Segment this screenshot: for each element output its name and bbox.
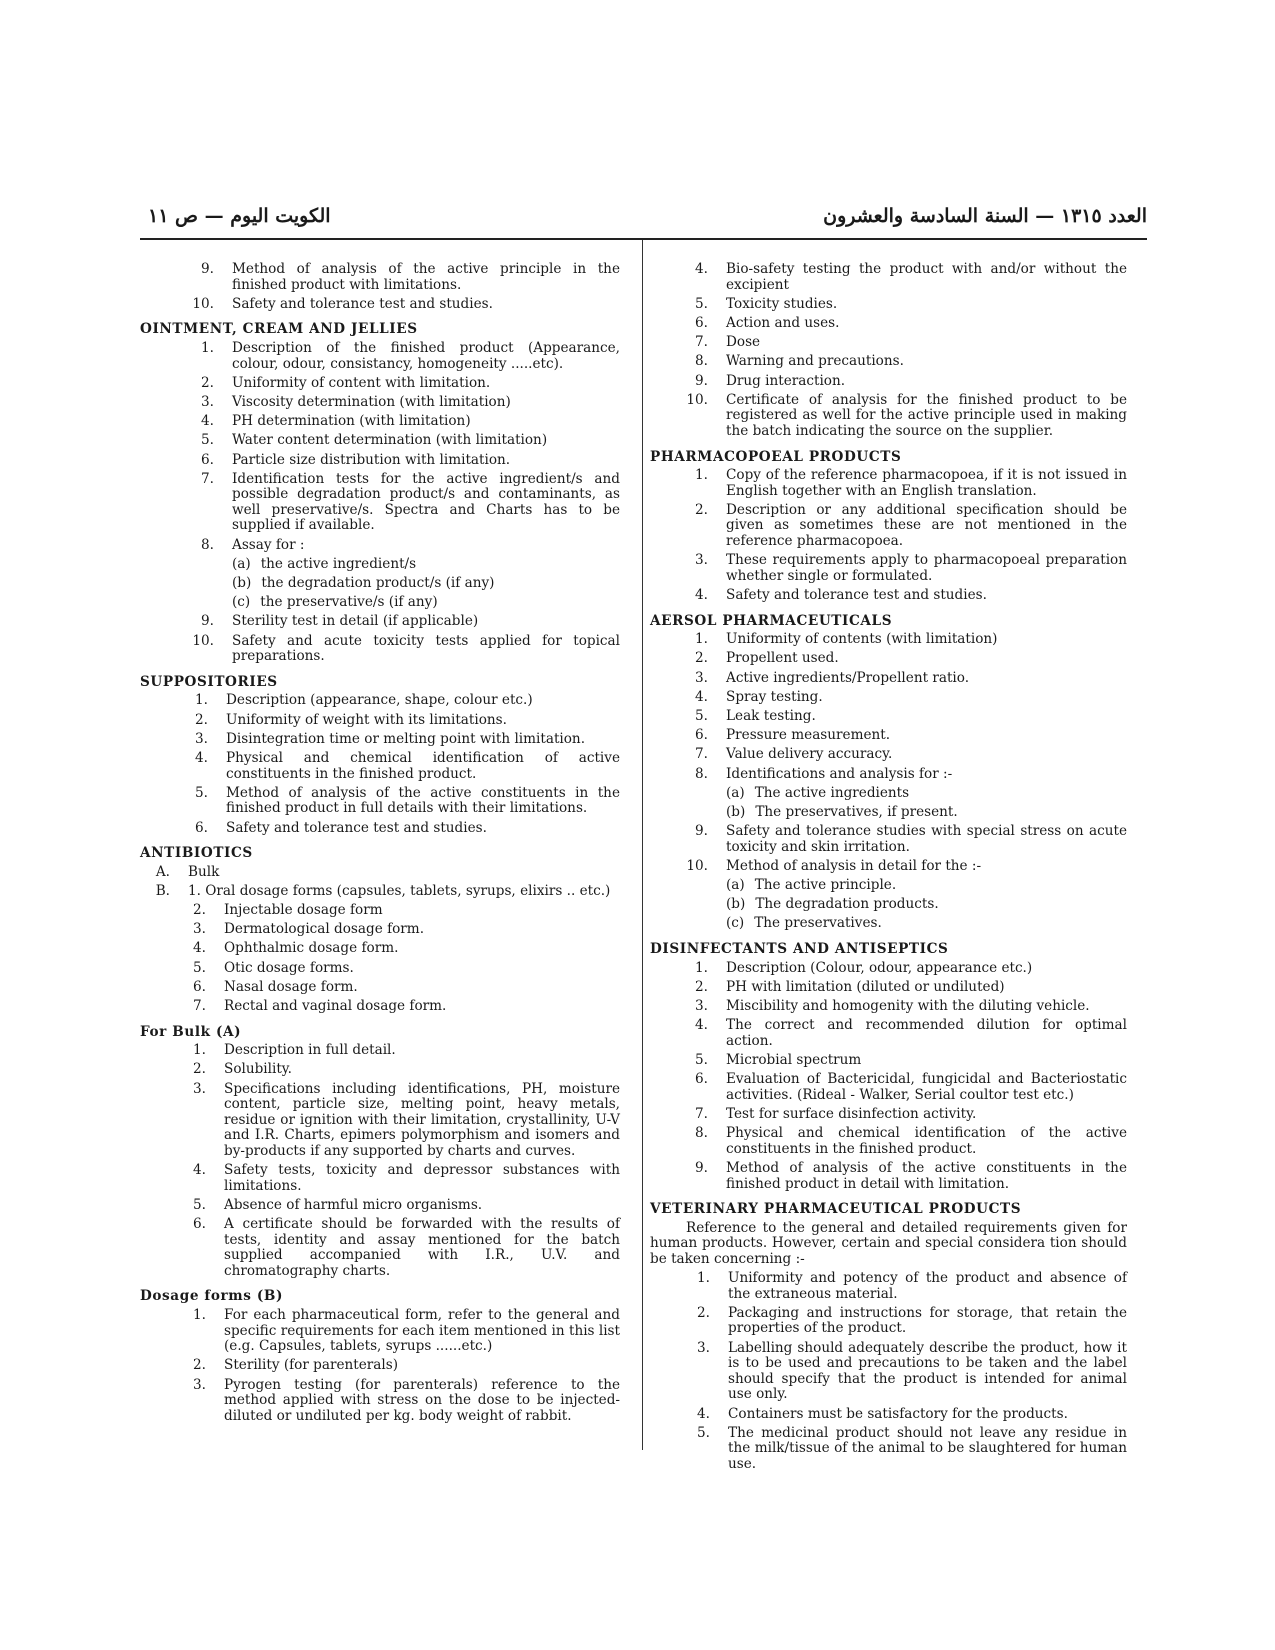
sub-item bbox=[650, 878, 1127, 894]
sub-item bbox=[140, 557, 620, 573]
item-text: Uniformity and potency of the product and absence of the extraneous material. bbox=[728, 1270, 1127, 1302]
item-text: Sterility test in detail (if applicable) bbox=[232, 613, 479, 630]
sub-item-text: the active ingredient/s bbox=[260, 555, 417, 572]
list-item bbox=[650, 1306, 1127, 1337]
list-item bbox=[650, 1126, 1127, 1157]
item-number: 8. bbox=[695, 353, 708, 370]
item-text: Spray testing. bbox=[726, 688, 823, 705]
list-item bbox=[140, 538, 620, 554]
sub-item-letter: (a) bbox=[726, 784, 745, 801]
item-text: A certificate should be forwarded with the results of tests, identity and assay mentioned for the batch supplied accompanied with I.R., U.V. and chromatography charts. bbox=[224, 1216, 620, 1279]
item-text: Action and uses. bbox=[726, 314, 840, 331]
sub-item-letter: (a) bbox=[232, 555, 251, 572]
section bbox=[140, 262, 620, 312]
list-item bbox=[140, 433, 620, 449]
list-item bbox=[140, 297, 620, 313]
list-item bbox=[140, 1043, 620, 1059]
item-text: PH determination (with limitation) bbox=[232, 413, 471, 430]
section bbox=[650, 942, 1127, 1192]
section-title: For Bulk (A) bbox=[140, 1023, 242, 1040]
item-text: Injectable dosage form bbox=[224, 902, 383, 919]
column-divider bbox=[642, 240, 643, 1450]
list-item bbox=[140, 713, 620, 729]
list-item bbox=[140, 1163, 620, 1194]
list-item bbox=[140, 472, 620, 534]
list-item bbox=[140, 999, 620, 1015]
item-number: 9. bbox=[201, 261, 214, 277]
item-text: Safety and tolerance test and studies. bbox=[226, 819, 487, 836]
section bbox=[650, 1202, 1127, 1472]
sub-item-letter: (c) bbox=[232, 594, 251, 611]
list-item bbox=[650, 553, 1127, 584]
item-text: Warning and precautions. bbox=[726, 353, 904, 370]
sub-item-text: the degradation product/s (if any) bbox=[261, 575, 495, 592]
item-number: 3. bbox=[193, 921, 206, 938]
item-text: Identification tests for the active ingredient/s and possible degradation product/s and contaminants, as well preservative/s. Spectra and Charts has to be supplied if available. bbox=[232, 470, 620, 534]
item-text: Uniformity of weight with its limitations. bbox=[226, 711, 507, 728]
sub-item-text: The preservatives, if present. bbox=[755, 803, 958, 820]
section bbox=[140, 322, 620, 664]
section-title: AERSOL PHARMACEUTICALS bbox=[650, 612, 893, 629]
list-item bbox=[140, 614, 620, 630]
item-number: 8. bbox=[695, 765, 708, 782]
item-number: 4. bbox=[193, 940, 206, 957]
list-item bbox=[650, 297, 1127, 313]
sub-item bbox=[650, 916, 1127, 932]
item-text: These requirements apply to pharmacopoeal preparation whether single or formulated. bbox=[726, 552, 1127, 584]
item-text: Nasal dosage form. bbox=[224, 978, 358, 995]
section bbox=[140, 1289, 620, 1424]
section bbox=[650, 450, 1127, 604]
item-number: 7. bbox=[695, 746, 708, 763]
item-text: Value delivery accuracy. bbox=[726, 746, 893, 763]
sub-item bbox=[650, 805, 1127, 821]
list-item bbox=[650, 999, 1127, 1015]
item-text: Otic dosage forms. bbox=[224, 959, 354, 976]
item-text: 1. Oral dosage forms (capsules, tablets, syrups, elixirs .. etc.) bbox=[188, 882, 611, 899]
header-page-label: الكويت اليوم — ص ١١ bbox=[148, 205, 331, 227]
list-item bbox=[650, 632, 1127, 648]
item-number: 2. bbox=[201, 374, 214, 391]
item-text: Toxicity studies. bbox=[726, 295, 838, 312]
item-text: Solubility. bbox=[224, 1061, 293, 1078]
item-number: 5. bbox=[193, 959, 206, 976]
item-text: Leak testing. bbox=[726, 707, 816, 724]
item-number: 4. bbox=[695, 261, 708, 277]
item-number: 7. bbox=[193, 998, 206, 1014]
section bbox=[140, 903, 620, 1015]
item-text: Description (Colour, odour, appearance etc.) bbox=[726, 959, 1033, 976]
list-item bbox=[140, 732, 620, 748]
item-text: Uniformity of contents (with limitation) bbox=[726, 631, 998, 648]
item-number: 1. bbox=[193, 1307, 206, 1324]
list-item bbox=[140, 1198, 620, 1214]
item-number: 6. bbox=[695, 314, 708, 331]
item-number: 2. bbox=[695, 650, 708, 667]
item-text: Physical and chemical identification of active constituents in the finished product. bbox=[226, 749, 620, 782]
item-text: Specifications including identifications, PH, moisture content, particle size, melting point, heavy metals, residue or ignition with their limitation, crystallinity, U-V and I.R. Charts, epimers polymorphism and isomers and by-products if any supported by charts and curves. bbox=[224, 1080, 620, 1159]
item-number: 3. bbox=[695, 998, 708, 1014]
list-item bbox=[650, 767, 1127, 783]
section-title: SUPPOSITORIES bbox=[140, 673, 278, 690]
list-item bbox=[650, 1341, 1127, 1403]
section-title: OINTMENT, CREAM AND JELLIES bbox=[140, 321, 418, 338]
item-text: Particle size distribution with limitation. bbox=[232, 451, 511, 468]
section bbox=[650, 262, 1127, 440]
item-text: Containers must be satisfactory for the products. bbox=[728, 1405, 1068, 1422]
section-title: VETERINARY PHARMACEUTICAL PRODUCTS bbox=[650, 1201, 1022, 1218]
list-item bbox=[650, 1107, 1127, 1123]
item-text: Description or any additional specification should be given as sometimes these are not mentioned in the reference pharmacopoea. bbox=[726, 501, 1127, 550]
list-item bbox=[650, 824, 1127, 855]
list-item bbox=[140, 1062, 620, 1078]
item-number: 5. bbox=[193, 1196, 206, 1213]
item-number: B. bbox=[155, 882, 170, 899]
sub-item-text: The degradation products. bbox=[755, 896, 939, 913]
item-number: 4. bbox=[193, 1162, 206, 1179]
list-item bbox=[140, 922, 620, 938]
list-item bbox=[140, 941, 620, 957]
list-item bbox=[650, 1407, 1127, 1423]
item-number: 6. bbox=[695, 727, 708, 744]
item-text: Copy of the reference pharmacopoea, if it is not issued in English together with an English translation. bbox=[726, 467, 1127, 499]
list-item bbox=[140, 961, 620, 977]
list-item bbox=[140, 751, 620, 782]
list-item bbox=[140, 980, 620, 996]
sub-item bbox=[140, 595, 620, 611]
item-number: 1. bbox=[697, 1270, 710, 1287]
item-number: 6. bbox=[193, 978, 206, 995]
list-item bbox=[140, 634, 620, 665]
item-number: 3. bbox=[697, 1339, 710, 1356]
item-text: Assay for : bbox=[232, 536, 305, 553]
item-text: Uniformity of content with limitation. bbox=[232, 374, 491, 391]
item-text: Viscosity determination (with limitation) bbox=[232, 393, 511, 410]
item-number: 10. bbox=[686, 391, 708, 408]
item-text: Safety and tolerance test and studies. bbox=[232, 295, 493, 312]
item-number: 3. bbox=[201, 393, 214, 410]
list-item bbox=[650, 709, 1127, 725]
header-rule bbox=[140, 238, 1147, 240]
list-item bbox=[650, 1426, 1127, 1473]
item-number: 1. bbox=[695, 959, 708, 976]
list-item bbox=[650, 980, 1127, 996]
item-text: Microbial spectrum bbox=[726, 1051, 862, 1068]
list-item bbox=[140, 395, 620, 411]
item-text: Dermatological dosage form. bbox=[224, 921, 425, 938]
item-number: 4. bbox=[195, 749, 208, 766]
item-number: 7. bbox=[695, 1105, 708, 1122]
item-number: 5. bbox=[695, 1051, 708, 1068]
item-text: Bio-safety testing the product with and/or without the excipient bbox=[726, 261, 1127, 293]
item-number: 2. bbox=[193, 902, 206, 919]
item-text: Pyrogen testing (for parenterals) reference to the method applied with stress on the dose to be injected-diluted or undiluted per kg. body weight of rabbit. bbox=[224, 1376, 620, 1424]
section bbox=[140, 675, 620, 836]
list-item bbox=[650, 335, 1127, 351]
item-text: Sterility (for parenterals) bbox=[224, 1357, 399, 1374]
list-item bbox=[650, 747, 1127, 763]
item-text: Propellent used. bbox=[726, 650, 839, 667]
list-item bbox=[140, 1358, 620, 1374]
item-text: Method of analysis of the active principle in the finished product with limitations. bbox=[232, 261, 620, 293]
item-text: Rectal and vaginal dosage form. bbox=[224, 998, 447, 1014]
item-number: 6. bbox=[193, 1216, 206, 1233]
list-item bbox=[650, 588, 1127, 604]
item-number: 1. bbox=[193, 1042, 206, 1059]
item-text: Safety tests, toxicity and depressor substances with limitations. bbox=[224, 1162, 620, 1194]
list-item bbox=[650, 651, 1127, 667]
item-number: 5. bbox=[695, 707, 708, 724]
item-text: Dose bbox=[726, 334, 761, 351]
list-item bbox=[650, 1072, 1127, 1103]
sub-item-letter: (b) bbox=[232, 575, 252, 592]
item-text: Ophthalmic dosage form. bbox=[224, 940, 399, 957]
item-number: 4. bbox=[695, 688, 708, 705]
item-number: 2. bbox=[695, 501, 708, 518]
list-item bbox=[650, 961, 1127, 977]
item-number: 8. bbox=[695, 1125, 708, 1142]
list-item bbox=[650, 1018, 1127, 1049]
list-item bbox=[140, 821, 620, 837]
item-number: 5. bbox=[697, 1424, 710, 1441]
list-item bbox=[650, 374, 1127, 390]
list-item bbox=[140, 1082, 620, 1160]
list-item bbox=[650, 1271, 1127, 1302]
item-number: 1. bbox=[695, 631, 708, 648]
item-number: A. bbox=[155, 863, 170, 880]
item-text: Pressure measurement. bbox=[726, 727, 891, 744]
item-text: PH with limitation (diluted or undiluted) bbox=[726, 978, 1005, 995]
item-number: 10. bbox=[192, 632, 214, 649]
section-intro: Reference to the general and detailed requirements given for human products. However, certain and special considera tion should be taken concerning :- bbox=[650, 1219, 1127, 1267]
list-item bbox=[650, 671, 1127, 687]
item-number: 3. bbox=[695, 552, 708, 569]
list-item bbox=[140, 1378, 620, 1425]
item-text: Method of analysis in detail for the :- bbox=[726, 857, 982, 874]
item-number: 3. bbox=[695, 669, 708, 686]
item-number: 9. bbox=[201, 613, 214, 630]
item-text: Safety and tolerance test and studies. bbox=[726, 587, 987, 604]
item-text: Method of analysis of the active constituents in the finished product in full details with their limitations. bbox=[226, 784, 620, 817]
list-item bbox=[140, 693, 620, 709]
item-text: The medicinal product should not leave any residue in the milk/tissue of the animal to be slaughtered for human use. bbox=[728, 1424, 1127, 1472]
item-number: 3. bbox=[195, 730, 208, 747]
item-number: 2. bbox=[195, 711, 208, 728]
item-number: 5. bbox=[695, 295, 708, 312]
list-item bbox=[140, 341, 620, 372]
item-number: 1. bbox=[195, 692, 208, 709]
list-item bbox=[650, 1161, 1127, 1192]
list-item bbox=[650, 468, 1127, 499]
list-item bbox=[650, 503, 1127, 550]
list-item bbox=[140, 262, 620, 293]
item-text: Description (appearance, shape, colour etc.) bbox=[226, 692, 533, 709]
list-item bbox=[140, 884, 620, 900]
item-number: 6. bbox=[201, 451, 214, 468]
list-item bbox=[650, 354, 1127, 370]
item-text: Evaluation of Bactericidal, fungicidal and Bacteriostatic activities. (Rideal - Walker, Serial coultor test etc.) bbox=[726, 1071, 1127, 1103]
item-number: 2. bbox=[193, 1357, 206, 1374]
list-item bbox=[140, 376, 620, 392]
item-number: 7. bbox=[201, 470, 214, 487]
section-title: PHARMACOPOEAL PRODUCTS bbox=[650, 448, 902, 465]
list-item bbox=[650, 393, 1127, 440]
sub-item-text: The preservatives. bbox=[754, 915, 882, 932]
sub-item-text: the preservative/s (if any) bbox=[260, 594, 438, 611]
item-text: Labelling should adequately describe the product, how it is to be used and precautions to be taken and the label should specify that the product is intended for animal use only. bbox=[728, 1339, 1127, 1403]
right-column bbox=[650, 262, 1127, 1476]
left-column bbox=[140, 262, 620, 1428]
item-number: 8. bbox=[201, 536, 214, 553]
list-item bbox=[140, 865, 620, 881]
item-number: 9. bbox=[695, 1159, 708, 1176]
section bbox=[140, 846, 620, 899]
item-text: Description of the finished product (Appearance, colour, odour, consistancy, homogeneity .....etc). bbox=[232, 339, 620, 372]
item-number: 4. bbox=[697, 1405, 710, 1422]
sub-item bbox=[650, 897, 1127, 913]
item-number: 3. bbox=[193, 1080, 206, 1097]
list-item bbox=[650, 1053, 1127, 1069]
item-number: 2. bbox=[697, 1304, 710, 1321]
item-number: 10. bbox=[686, 857, 708, 874]
header-issue-label: العدد ١٣١٥ — السنة السادسة والعشرون bbox=[823, 205, 1147, 227]
item-number: 4. bbox=[201, 413, 214, 430]
item-number: 4. bbox=[695, 1017, 708, 1034]
list-item bbox=[140, 453, 620, 469]
item-text: Active ingredients/Propellent ratio. bbox=[726, 669, 970, 686]
item-number: 2. bbox=[695, 978, 708, 995]
item-text: Method of analysis of the active constituents in the finished product in detail with limitation. bbox=[726, 1159, 1127, 1192]
list-item bbox=[140, 903, 620, 919]
item-text: Drug interaction. bbox=[726, 372, 846, 389]
item-number: 5. bbox=[201, 432, 214, 449]
sub-item bbox=[650, 786, 1127, 802]
item-text: Description in full detail. bbox=[224, 1042, 396, 1059]
sub-item-letter: (c) bbox=[726, 915, 745, 932]
list-item bbox=[140, 1217, 620, 1279]
list-item bbox=[140, 1308, 620, 1355]
item-text: Water content determination (with limitation) bbox=[232, 432, 548, 449]
item-text: Safety and tolerance studies with special stress on acute toxicity and skin irritation. bbox=[726, 823, 1127, 855]
item-text: Disintegration time or melting point with limitation. bbox=[226, 730, 586, 747]
list-item bbox=[650, 316, 1127, 332]
list-item bbox=[140, 786, 620, 817]
section bbox=[140, 1025, 620, 1280]
item-number: 1. bbox=[695, 467, 708, 484]
item-number: 4. bbox=[695, 587, 708, 604]
section-title: ANTIBIOTICS bbox=[140, 845, 253, 862]
sub-item bbox=[140, 576, 620, 592]
item-text: Test for surface disinfection activity. bbox=[726, 1105, 977, 1122]
item-text: Bulk bbox=[188, 863, 220, 880]
item-number: 2. bbox=[193, 1061, 206, 1078]
item-text: For each pharmaceutical form, refer to the general and specific requirements for each item mentioned in this list (e.g. Capsules, tablets, syrups ......etc.) bbox=[224, 1307, 620, 1355]
item-text: Packaging and instructions for storage, that retain the properties of the product. bbox=[728, 1304, 1127, 1337]
list-item bbox=[650, 859, 1127, 875]
item-text: Safety and acute toxicity tests applied for topical preparations. bbox=[232, 632, 620, 665]
sub-item-letter: (a) bbox=[726, 877, 745, 894]
item-text: The correct and recommended dilution for optimal action. bbox=[726, 1017, 1127, 1049]
item-number: 1. bbox=[201, 339, 214, 356]
list-item bbox=[650, 728, 1127, 744]
list-item bbox=[650, 690, 1127, 706]
item-text: Identifications and analysis for :- bbox=[726, 765, 953, 782]
section bbox=[650, 614, 1127, 932]
item-text: Miscibility and homogenity with the diluting vehicle. bbox=[726, 998, 1090, 1014]
section-title: DISINFECTANTS AND ANTISEPTICS bbox=[650, 941, 949, 958]
sub-item-text: The active ingredients bbox=[754, 784, 910, 801]
item-number: 6. bbox=[695, 1071, 708, 1088]
item-number: 6. bbox=[195, 819, 208, 836]
item-number: 9. bbox=[695, 823, 708, 840]
sub-item-letter: (b) bbox=[726, 896, 746, 913]
item-text: Absence of harmful micro organisms. bbox=[224, 1196, 483, 1213]
sub-item-text: The active principle. bbox=[754, 877, 897, 894]
item-number: 7. bbox=[695, 334, 708, 351]
item-number: 5. bbox=[195, 784, 208, 801]
sub-item-letter: (b) bbox=[726, 803, 746, 820]
section-title: Dosage forms (B) bbox=[140, 1288, 284, 1305]
list-item bbox=[650, 262, 1127, 293]
item-text: Physical and chemical identification of the active constituents in the finished product. bbox=[726, 1125, 1127, 1157]
item-text: Certificate of analysis for the finished product to be registered as well for the active principle used in making the batch indicating the source on the supplier. bbox=[726, 391, 1127, 439]
list-item bbox=[140, 414, 620, 430]
item-number: 10. bbox=[192, 295, 214, 312]
item-number: 9. bbox=[695, 372, 708, 389]
item-number: 3. bbox=[193, 1376, 206, 1393]
